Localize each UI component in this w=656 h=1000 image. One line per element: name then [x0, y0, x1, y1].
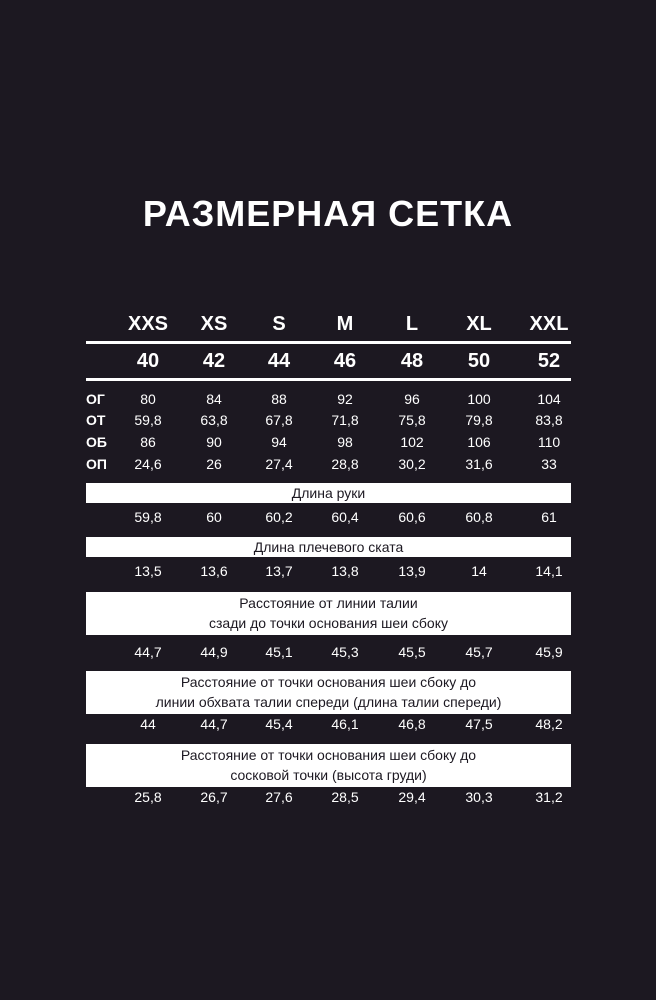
- section-value: 60,4: [331, 509, 359, 525]
- section-value: 13,9: [398, 563, 426, 579]
- section-value: 61: [541, 509, 557, 525]
- section-heading: [86, 671, 571, 714]
- section-heading: [86, 537, 571, 557]
- measurement-value: 80: [140, 391, 156, 407]
- measurement-label: ОП: [86, 456, 107, 472]
- measurement-value: 110: [537, 434, 561, 450]
- section-heading-line: сзади до точки основания шеи сбоку: [209, 615, 448, 631]
- section-value: 44,7: [200, 716, 228, 732]
- section-heading-line: сосковой точки (высота груди): [230, 767, 427, 783]
- section-value: 46,1: [331, 716, 359, 732]
- divider-line: [86, 378, 571, 381]
- measurement-value: 67,8: [265, 412, 293, 428]
- section-value: 25,8: [134, 789, 162, 805]
- measurement-row: [0, 412, 656, 436]
- section-value: 13,5: [134, 563, 162, 579]
- measurement-value: 59,8: [134, 412, 162, 428]
- measurement-value: 63,8: [200, 412, 228, 428]
- section-value: 28,5: [331, 789, 359, 805]
- section-value: 45,7: [465, 644, 493, 660]
- measurement-label: ОГ: [86, 391, 105, 407]
- section-value: 47,5: [465, 716, 493, 732]
- section-values-row: [0, 716, 656, 740]
- section-value: 14: [471, 563, 487, 579]
- size-number: 50: [467, 350, 491, 372]
- section-values-row: [0, 563, 656, 587]
- size-letter: XXS: [127, 313, 169, 335]
- page-title: РАЗМЕРНАЯ СЕТКА: [142, 193, 514, 234]
- section-heading: [86, 744, 571, 787]
- section-value: 45,3: [331, 644, 359, 660]
- size-number: 42: [202, 350, 226, 372]
- section-value: 26,7: [200, 789, 228, 805]
- section-value: 14,1: [535, 563, 563, 579]
- section-heading: [86, 483, 571, 503]
- measurement-label: ОТ: [86, 412, 106, 428]
- section-values-row: [0, 509, 656, 533]
- measurement-value: 28,8: [331, 456, 359, 472]
- section-heading-line: Длина плечевого ската: [253, 539, 404, 555]
- measurement-value: 33: [541, 456, 557, 472]
- measurement-value: 86: [140, 434, 156, 450]
- measurement-value: 100: [467, 391, 491, 407]
- section-value: 60: [206, 509, 222, 525]
- section-value: 45,5: [398, 644, 426, 660]
- size-letter: XS: [200, 313, 228, 335]
- measurement-row: [0, 434, 656, 458]
- section-value: 60,6: [398, 509, 426, 525]
- section-heading-line: Расстояние от точки основания шеи сбоку до: [180, 747, 477, 763]
- section-heading-line: линии обхвата талии спереди (длина талии спереди): [155, 694, 502, 710]
- measurement-value: 24,6: [134, 456, 162, 472]
- section-value: 60,8: [465, 509, 493, 525]
- section-heading: [86, 592, 571, 635]
- section-value: 13,8: [331, 563, 359, 579]
- size-number: 40: [136, 350, 160, 372]
- size-number: 44: [267, 350, 291, 372]
- size-number: 52: [537, 350, 561, 372]
- measurement-value: 27,4: [265, 456, 293, 472]
- size-letter: S: [272, 313, 286, 335]
- section-value: 30,3: [465, 789, 493, 805]
- size-letters-row: [0, 313, 656, 337]
- measurement-value: 79,8: [465, 412, 493, 428]
- measurement-value: 104: [537, 391, 561, 407]
- section-value: 27,6: [265, 789, 293, 805]
- size-letter: M: [336, 313, 354, 335]
- measurement-value: 88: [271, 391, 287, 407]
- section-value: 45,4: [265, 716, 293, 732]
- size-letter: XXL: [529, 313, 569, 335]
- measurement-value: 106: [467, 434, 491, 450]
- measurement-label: ОБ: [86, 434, 107, 450]
- size-letter: L: [405, 313, 419, 335]
- size-number: 46: [333, 350, 357, 372]
- measurement-value: 26: [206, 456, 222, 472]
- size-number: 48: [400, 350, 424, 372]
- measurement-value: 102: [400, 434, 424, 450]
- section-values-row: [0, 644, 656, 668]
- section-heading-line: Расстояние от точки основания шеи сбоку до: [180, 674, 477, 690]
- section-value: 44: [140, 716, 156, 732]
- measurement-value: 98: [337, 434, 353, 450]
- section-value: 44,7: [134, 644, 162, 660]
- section-value: 45,1: [265, 644, 293, 660]
- measurement-value: 90: [206, 434, 222, 450]
- measurement-value: 96: [404, 391, 420, 407]
- section-values-row: [0, 789, 656, 813]
- section-value: 46,8: [398, 716, 426, 732]
- size-numbers-row: [0, 350, 656, 374]
- section-value: 45,9: [535, 644, 563, 660]
- measurement-value: 75,8: [398, 412, 426, 428]
- measurement-value: 83,8: [535, 412, 563, 428]
- section-value: 31,2: [535, 789, 563, 805]
- section-value: 48,2: [535, 716, 563, 732]
- measurement-value: 94: [271, 434, 287, 450]
- measurement-row: [0, 456, 656, 480]
- measurement-value: 31,6: [465, 456, 493, 472]
- measurement-value: 30,2: [398, 456, 426, 472]
- size-letter: XL: [466, 313, 492, 335]
- section-value: 13,6: [200, 563, 228, 579]
- measurement-value: 84: [206, 391, 222, 407]
- section-value: 13,7: [265, 563, 293, 579]
- divider-line: [86, 341, 571, 344]
- measurement-value: 71,8: [331, 412, 359, 428]
- section-value: 29,4: [398, 789, 426, 805]
- section-heading-line: Длина руки: [291, 485, 366, 501]
- section-heading-line: Расстояние от линии талии: [239, 595, 418, 611]
- section-value: 44,9: [200, 644, 228, 660]
- measurement-value: 92: [337, 391, 353, 407]
- section-value: 60,2: [265, 509, 293, 525]
- section-value: 59,8: [134, 509, 162, 525]
